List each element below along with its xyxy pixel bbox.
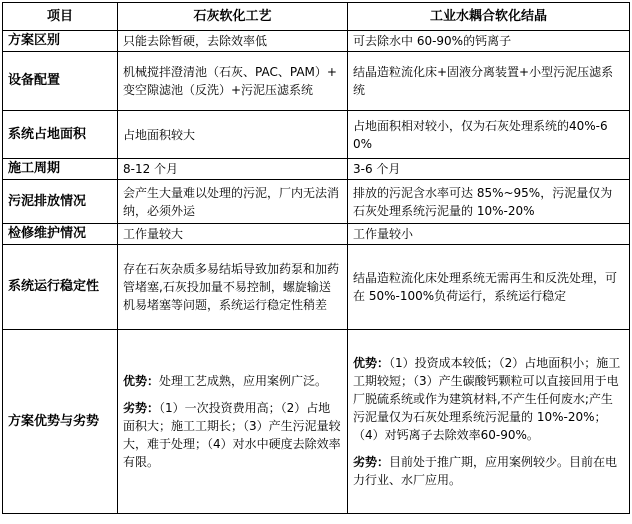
lime-cell: 机械搅拌澄清池（石灰、PAC、PAM）+ 变空隙滤池（反洗）+污泥压滤系统 [118,52,348,111]
advantage-text: （1）投资成本较低；（2）占地面积小；施工工期较短；（3）产生碳酸钙颗粒可以直接回用于电厂脱硫系统或作为建筑材料,不产生任何废水;产生污泥量仅为石灰处理系统污泥量的 10%-20%；（4）对钙离子去除效率60-90%。 [353,356,621,442]
industrial-cell: 结晶造粒流化床处理系统无需再生和反洗处理，可在 50%-100%负荷运行，系统运行稳定 [348,245,630,330]
comparison-table [2,2,630,514]
advantage-label: 优势： [353,356,390,370]
row-label: 方案优势与劣势 [3,330,118,514]
header-row [3,3,630,31]
lime-cell: 会产生大量难以处理的污泥，厂内无法消纳，必须外运 [118,180,348,224]
header-item: 项目 [3,3,118,31]
row-label: 系统占地面积 [3,111,118,159]
disadvantage-label: 劣势： [353,455,390,469]
table-row [3,180,630,224]
lime-cell: 工作量较大 [118,224,348,245]
industrial-cell: 结晶造粒流化床+固液分离装置+小型污泥压滤系统 [348,52,630,111]
industrial-cell: 可去除水中 60-90%的钙离子 [348,31,630,52]
lime-cell: 占地面积较大 [118,111,348,159]
industrial-advantage [353,354,624,444]
row-label: 施工周期 [3,159,118,180]
lime-cell: 只能去除暂硬，去除效率低 [118,31,348,52]
disadvantage-text: （1）一次投资费用高；（2）占地面积大；施工工期长；（3）产生污泥量较大，难于处理；（4）对水中硬度去除效率有限。 [123,401,341,469]
row-label: 设备配置 [3,52,118,111]
table-row [3,31,630,52]
row-label: 污泥排放情况 [3,180,118,224]
header-industrial: 工业水耦合软化结晶 [348,3,630,31]
table-row [3,111,630,159]
row-label: 系统运行稳定性 [3,245,118,330]
table-row [3,52,630,111]
header-lime: 石灰软化工艺 [118,3,348,31]
disadvantage-text: 目前处于推广期，应用案例较少。目前在电力行业、水厂应用。 [353,455,618,487]
lime-advantage [123,372,342,390]
industrial-disadvantage [353,453,624,489]
industrial-cell: 占地面积相对较小，仅为石灰处理系统的40%-60% [348,111,630,159]
table-row [3,330,630,514]
table-row [3,159,630,180]
advantage-text: 处理工艺成熟，应用案例广泛。 [159,374,328,388]
disadvantage-label: 劣势： [123,401,160,415]
lime-cell: 8-12 个月 [118,159,348,180]
row-label: 方案区别 [3,31,118,52]
table-row [3,224,630,245]
industrial-cell: 工作量较小 [348,224,630,245]
lime-cell: 存在石灰杂质多易结垢导致加药泵和加药管堵塞,石灰投加量不易控制，螺旋输送机易堵塞等问题，系统运行稳定性稍差 [118,245,348,330]
row-label: 检修维护情况 [3,224,118,245]
table-row [3,245,630,330]
industrial-cell: 3-6 个月 [348,159,630,180]
lime-disadvantage [123,399,342,471]
industrial-cell: 排放的污泥含水率可达 85%~95%，污泥量仅为石灰处理系统污泥量的 10%-20% [348,180,630,224]
advantage-label: 优势： [123,374,160,388]
lime-cell [118,330,348,514]
industrial-cell [348,330,630,514]
